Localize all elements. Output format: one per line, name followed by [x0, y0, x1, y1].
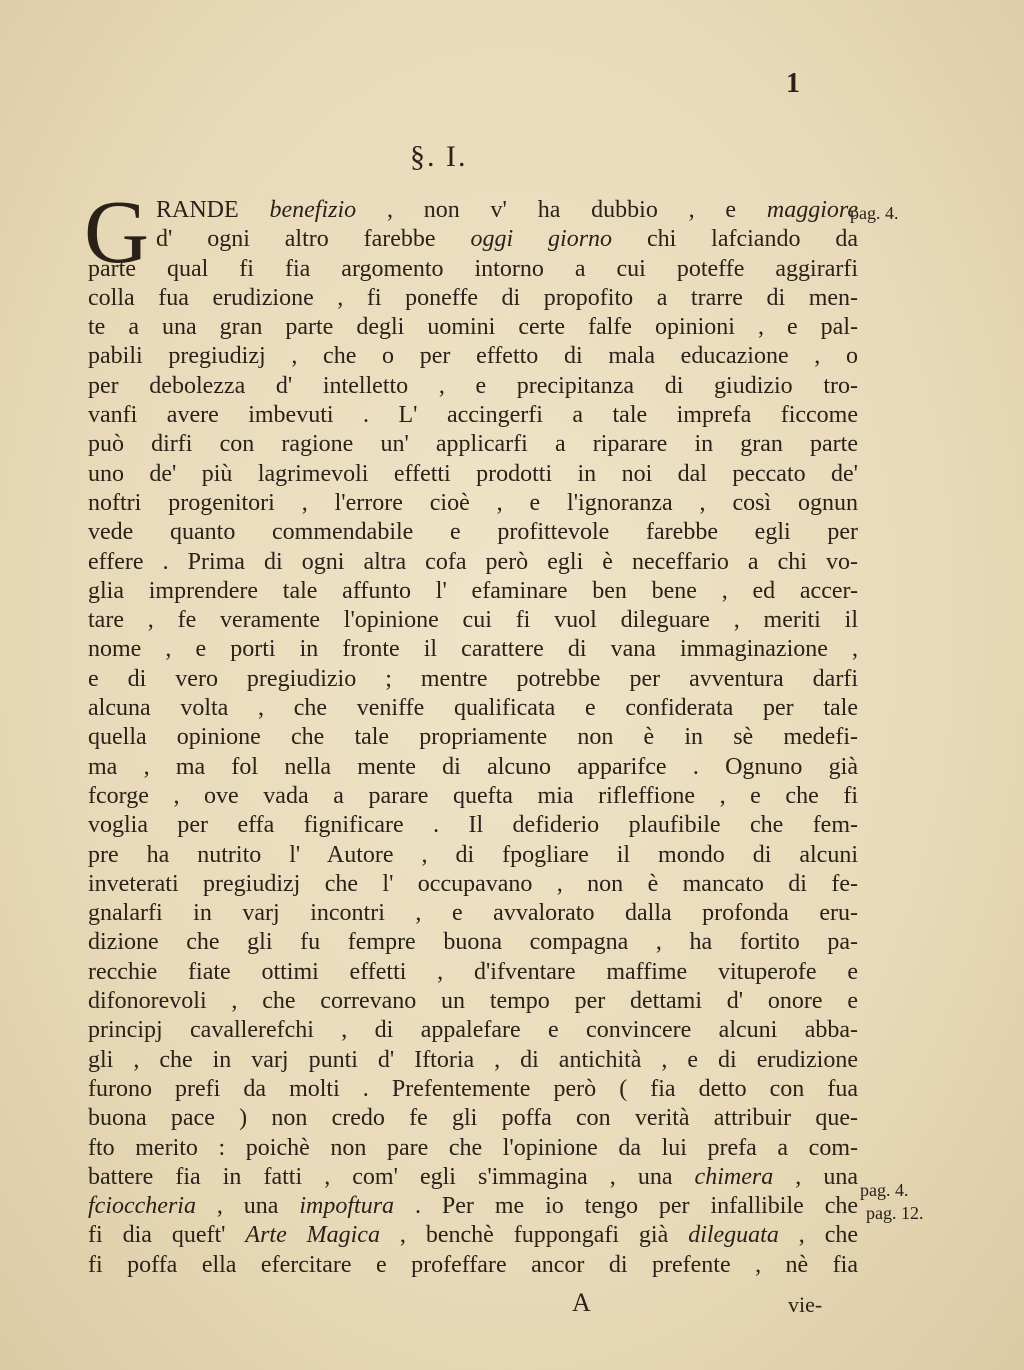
text-line [88, 460, 858, 489]
margin-note: pag. 4. [850, 203, 899, 223]
text-segment: voglia per effa fignificare . Il defiderio plaufibile che fem- [88, 812, 858, 839]
text-line [88, 1104, 858, 1133]
text-line [88, 987, 858, 1016]
text-line [88, 489, 858, 518]
text-segment: nome , e porti in fronte il carattere di vana immaginazione , [88, 636, 858, 663]
text-segment: ma , ma fol nella mente di alcuno apparifce . Ognuno già [88, 753, 858, 780]
italic-term: benefizio [269, 197, 357, 223]
signature-mark: A [572, 1288, 591, 1317]
text-segment: gli , che in varj punti d' Iftoria , di antichità , e di erudizione [88, 1046, 858, 1073]
text-segment: vanfi avere imbevuti . L' accingerfi a tale imprefa ficcome [88, 402, 858, 429]
text-line [88, 811, 858, 840]
text-segment: dizione che gli fu fempre buona compagna , ha fortito pa- [88, 929, 858, 956]
text-segment: , che [778, 1222, 858, 1249]
text-segment: , non v' ha dubbio , e [356, 197, 767, 223]
text-segment: pabili pregiudizj , che o per effetto di mala educazione , o [88, 343, 858, 370]
text-segment: RANDE [156, 197, 270, 223]
text-segment: chi lafciando da [612, 226, 858, 253]
text-segment: battere fia in fatti , com' egli s'immagina , una [88, 1163, 695, 1190]
drop-cap-initial: G [84, 183, 149, 282]
section-heading: §. I. [410, 140, 468, 173]
text-segment: alcuna volta , che veniffe qualificata e confiderata per tale [88, 695, 858, 722]
text-segment: inveterati pregiudizj che l' occupavano , non è mancato di fe- [88, 870, 858, 897]
text-line [88, 255, 858, 284]
text-line [88, 1016, 858, 1045]
italic-term: chimera [694, 1163, 774, 1190]
text-line [88, 284, 858, 313]
italic-term: fcioccheria [88, 1193, 196, 1220]
text-segment: buona pace ) non credo fe gli poffa con verità attribuir que- [88, 1105, 858, 1132]
body-text [88, 196, 858, 1280]
text-segment: d' ogni altro farebbe [156, 226, 471, 253]
text-line [88, 958, 858, 987]
text-line [88, 606, 858, 635]
text-line [88, 1163, 858, 1192]
text-line [88, 1046, 858, 1075]
text-segment: effere . Prima di ogni altra cofa però egli è neceffario a chi vo- [88, 548, 858, 575]
text-line [88, 899, 858, 928]
text-segment: , una [195, 1193, 300, 1220]
text-line [88, 401, 858, 430]
text-line [88, 753, 858, 782]
page-number: 1 [786, 68, 800, 99]
catchword: vie- [788, 1292, 823, 1317]
text-segment: furono prefi da molti . Prefentemente però ( fia detto con fua [88, 1075, 858, 1102]
text-segment: fi poffa ella efercitare e profeffare ancor di prefente , nè fia [88, 1251, 858, 1278]
text-segment: principj cavallerefchi , di appalefare e convincere alcuni abba- [88, 1017, 858, 1044]
text-segment: pre ha nutrito l' Autore , di fpogliare il mondo di alcuni [88, 841, 858, 868]
text-line [88, 225, 858, 254]
text-segment: per debolezza d' intelletto , e precipitanza di giudizio tro- [88, 372, 858, 399]
text-segment: recchie fiate ottimi effetti , d'ifventare maffime vituperofe e [88, 958, 858, 985]
italic-term: dileguata [688, 1222, 779, 1249]
text-segment: glia imprendere tale affunto l' efaminare ben bene , ed accer- [88, 577, 858, 604]
text-line [88, 518, 858, 547]
text-line [88, 694, 858, 723]
text-segment: parte qual fi fia argomento intorno a cui poteffe aggirarfi [88, 255, 858, 282]
text-line [88, 1075, 858, 1104]
text-line [88, 313, 858, 342]
text-segment: vede quanto commendabile e profittevole farebbe egli per [88, 519, 858, 546]
text-line [88, 1251, 858, 1280]
text-segment: , una [773, 1163, 858, 1190]
margin-note: pag. 12. [866, 1203, 924, 1223]
text-segment: quella opinione che tale propriamente non è in sè medefi- [88, 724, 858, 751]
italic-term: maggiore [766, 197, 858, 223]
text-line [88, 1221, 858, 1250]
text-line [88, 548, 858, 577]
italic-term: oggi giorno [470, 226, 613, 253]
text-line [88, 577, 858, 606]
text-segment: fcorge , ove vada a parare quefta mia rifleffione , e che fi [88, 782, 858, 809]
text-segment: te a una gran parte degli uomini certe falfe opinioni , e pal- [88, 314, 858, 341]
text-segment: uno de' più lagrimevoli effetti prodotti in noi dal peccato de' [88, 460, 858, 487]
text-segment: tare , fe veramente l'opinione cui fi vuol dileguare , meriti il [88, 607, 858, 634]
text-line [88, 196, 858, 225]
text-segment: colla fua erudizione , fi poneffe di propofito a trarre di men- [88, 284, 858, 311]
text-segment: fi dia queft' [88, 1222, 246, 1249]
text-line [88, 342, 858, 371]
text-segment: può dirfi con ragione un' applicarfi a riparare in gran parte [88, 431, 858, 458]
text-segment: , benchè fuppongafi già [379, 1222, 689, 1249]
margin-note: pag. 4. [860, 1180, 909, 1200]
italic-term: impoftura [299, 1193, 395, 1220]
text-line [88, 635, 858, 664]
text-segment: noftri progenitori , l'errore cioè , e l'ignoranza , così ognun [88, 489, 858, 516]
text-segment: gnalarfi in varj incontri , e avvalorato dalla profonda eru- [88, 900, 858, 927]
text-line [88, 1134, 858, 1163]
text-line [88, 782, 858, 811]
text-segment: difonorevoli , che correvano un tempo per dettami d' onore e [88, 988, 858, 1015]
text-line [88, 430, 858, 459]
text-line [88, 372, 858, 401]
text-line [88, 928, 858, 957]
text-line [88, 723, 858, 752]
text-segment: . Per me io tengo per infallibile che [394, 1193, 858, 1220]
text-line [88, 870, 858, 899]
text-line [88, 1192, 858, 1221]
text-line [88, 841, 858, 870]
text-segment: fto merito : poichè non pare che l'opinione da lui prefa a com- [88, 1134, 858, 1161]
text-line [88, 665, 858, 694]
text-segment: e di vero pregiudizio ; mentre potrebbe per avventura darfi [88, 665, 858, 692]
italic-term: Arte Magica [245, 1222, 380, 1249]
